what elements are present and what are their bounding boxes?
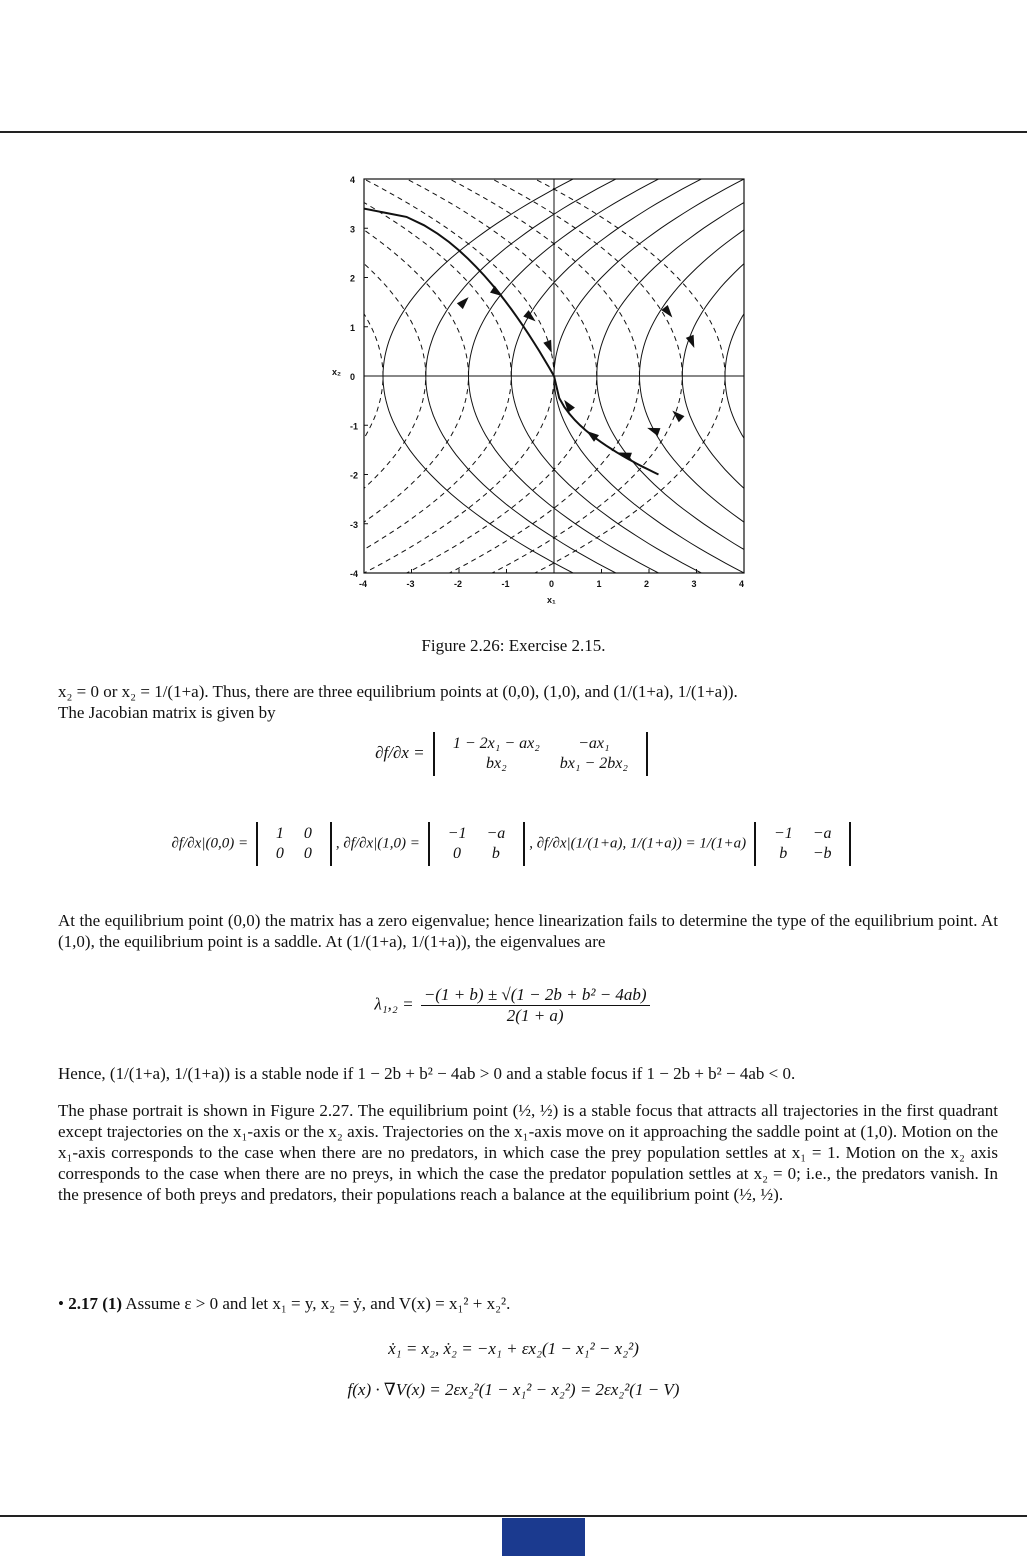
matrix-cell: bx₁ − 2bx₂ bbox=[559, 755, 628, 772]
trajectory-arrow bbox=[543, 340, 551, 353]
dashed-trajectory bbox=[330, 165, 383, 598]
y-tick-label: 2 bbox=[350, 273, 356, 284]
y-tick-label: 0 bbox=[350, 372, 356, 382]
x-tick-label: 0 bbox=[549, 579, 555, 589]
solid-trajectory bbox=[511, 165, 751, 598]
dashed-trajectory bbox=[399, 165, 640, 598]
state-equations: ẋ₁ = x₂, ẋ₂ = −x₁ + εx₂(1 − x₁² − x₂²) bbox=[388, 1339, 639, 1358]
trajectory-arrow bbox=[490, 286, 503, 297]
matrix-cell: 0 bbox=[303, 845, 312, 862]
eval-factor: 1/(1+a) bbox=[699, 835, 747, 852]
exercise-2-17 bbox=[58, 1293, 998, 1314]
y-tick-label: 4 bbox=[350, 175, 356, 185]
solid-trajectory bbox=[554, 165, 760, 598]
eval-label: ∂f/∂x|(1,0) = bbox=[343, 835, 420, 852]
paragraph-equilibria bbox=[58, 681, 998, 723]
lambda-lhs: λ₁,₂ = bbox=[374, 994, 414, 1014]
trajectory-arrow bbox=[523, 310, 535, 321]
lambda-fraction bbox=[421, 985, 650, 1026]
matrix-cell: b bbox=[779, 845, 788, 862]
exercise-intro: Assume ε > 0 and let x₁ = y, x₂ = ẏ, and V(x) = x₁² + x₂². bbox=[125, 1294, 511, 1313]
lambda-numerator: −(1 + b) ± √(1 − 2b + b² − 4ab) bbox=[421, 985, 650, 1006]
matrix-cell: 1 bbox=[275, 825, 284, 842]
eval-label: ∂f/∂x|(1/(1+a), 1/(1+a)) = bbox=[536, 835, 696, 852]
eval-matrix-origin bbox=[256, 822, 332, 866]
x-tick-label: -4 bbox=[359, 579, 368, 589]
matrix-cell: −a bbox=[812, 825, 832, 842]
eval-matrix-saddle bbox=[428, 822, 526, 866]
solid-trajectory bbox=[597, 165, 760, 598]
jacobian-evaluations: ∂f/∂x|(0,0) = 1 0 0 0 , ∂f/∂x|(1,0) = −1 −a 0 b , ∂f/∂x|(1/(1+a), 1/(1+a)) = 1/(1+a) −1 −a b −b bbox=[0, 822, 1027, 866]
y-tick-label: -2 bbox=[350, 470, 359, 481]
y-tick-label: 1 bbox=[350, 322, 356, 333]
x-axis-label: x₁ bbox=[547, 595, 556, 605]
axis-ticks bbox=[350, 175, 744, 589]
lambda-denominator: 2(1 + a) bbox=[506, 1006, 564, 1025]
page-number-badge bbox=[502, 1518, 585, 1556]
jacobian-equation bbox=[0, 732, 1027, 776]
dashed-trajectory bbox=[485, 165, 726, 598]
dashed-trajectory bbox=[356, 165, 597, 598]
eigenvalue-equation bbox=[0, 985, 1027, 1026]
x-tick-label: 1 bbox=[596, 579, 602, 589]
jacobian-matrix bbox=[433, 732, 648, 776]
x-tick-label: 4 bbox=[739, 579, 745, 589]
y-tick-label: -1 bbox=[350, 421, 359, 432]
solid-trajectory bbox=[640, 165, 761, 598]
phase-portrait-figure bbox=[330, 165, 760, 610]
exercise-number: 2.17 (1) bbox=[68, 1294, 123, 1313]
trajectory-arrow bbox=[564, 400, 575, 413]
bullet: • bbox=[58, 1294, 64, 1313]
paragraph-eigen: At the equilibrium point (0,0) the matrix has a zero eigenvalue; hence linearization fails to determine the type of the equilibrium point. At (1,0), the equilibrium point is a saddle. At (1/(1+a), 1/(1+a)), the eigenvalues are bbox=[58, 911, 998, 951]
x-tick-label: -3 bbox=[406, 579, 415, 589]
paragraph-stability: Hence, (1/(1+a), 1/(1+a)) is a stable node if 1 − 2b + b² − 4ab > 0 and a stable focus if 1 − 2b + b² − 4ab < 0. bbox=[58, 1064, 796, 1083]
matrix-cell: 0 bbox=[275, 845, 284, 862]
eval-matrix-interior bbox=[754, 822, 852, 866]
separatrix-lower bbox=[554, 376, 659, 475]
trajectory-group bbox=[330, 165, 760, 598]
x-tick-label: -2 bbox=[454, 579, 463, 589]
matrix-cell: −1 bbox=[447, 825, 467, 842]
dashed-trajectory bbox=[442, 165, 683, 598]
y-tick-label: 3 bbox=[350, 224, 356, 235]
matrix-cell: 1 − 2x₁ − ax₂ bbox=[452, 735, 540, 752]
text-line: x₂ = 0 or x₂ = 1/(1+a). Thus, there are three equilibrium points at (0,0), (1,0), and (1/(1+a), 1/(1+a)). bbox=[58, 682, 738, 701]
solid-trajectory bbox=[426, 165, 666, 598]
top-rule bbox=[0, 131, 1027, 133]
y-axis-label: x₂ bbox=[332, 367, 342, 377]
eval-label: ∂f/∂x|(0,0) = bbox=[171, 835, 249, 852]
matrix-cell: b bbox=[491, 845, 500, 862]
plot-area bbox=[330, 165, 760, 598]
y-tick-label: -3 bbox=[350, 519, 359, 530]
dashed-trajectory bbox=[330, 165, 426, 598]
jacobian-lhs: ∂f/∂x = bbox=[375, 742, 425, 762]
trajectory-arrow bbox=[457, 297, 469, 309]
matrix-cell: −1 bbox=[773, 825, 793, 842]
figure-caption: Figure 2.26: Exercise 2.15. bbox=[421, 636, 606, 655]
matrix-cell: −b bbox=[812, 845, 832, 862]
matrix-cell: 0 bbox=[303, 825, 312, 842]
x-tick-label: 2 bbox=[644, 579, 650, 589]
paragraph-phase-portrait: The phase portrait is shown in Figure 2.27. The equilibrium point (½, ½) is a stable focus that attracts all trajectories in the first quadrant except trajectories on the x₁-axis or the x₂ axis. Trajectories on the x₁-axis move on it approaching the saddle point at (1,0). Motion on the x₁-axis corresponds to the case when there are no predators, in which case the prey population settles at x₁ = 1. Motion on the x₂ axis corresponds to the case when there are no preys, in which the case the predator population settles at x₂ = 0; i.e., the predators vanish. In the presence of both preys and predators, their populations reach a balance at the equilibrium point (½, ½). bbox=[58, 1101, 998, 1204]
solid-trajectory bbox=[383, 165, 624, 598]
trajectory-arrow bbox=[647, 428, 660, 436]
x-tick-label: 3 bbox=[691, 579, 697, 589]
matrix-cell: −a bbox=[486, 825, 506, 842]
matrix-cell: 0 bbox=[453, 845, 462, 862]
dashed-trajectory bbox=[330, 165, 511, 598]
solid-trajectory bbox=[469, 165, 710, 598]
text-line: The Jacobian matrix is given by bbox=[58, 703, 276, 722]
matrix-cell: bx₂ bbox=[485, 755, 507, 772]
y-tick-label: -4 bbox=[350, 569, 359, 579]
matrix-cell: −ax₁ bbox=[578, 735, 610, 752]
x-tick-label: -1 bbox=[501, 579, 510, 589]
bottom-rule bbox=[0, 1515, 1027, 1517]
lyapunov-derivative: f(x) · ∇V(x) = 2εx₂²(1 − x₁² − x₂²) = 2εx₂²(1 − V) bbox=[347, 1380, 680, 1399]
solid-trajectory bbox=[682, 165, 760, 598]
solid-trajectory bbox=[725, 165, 760, 598]
